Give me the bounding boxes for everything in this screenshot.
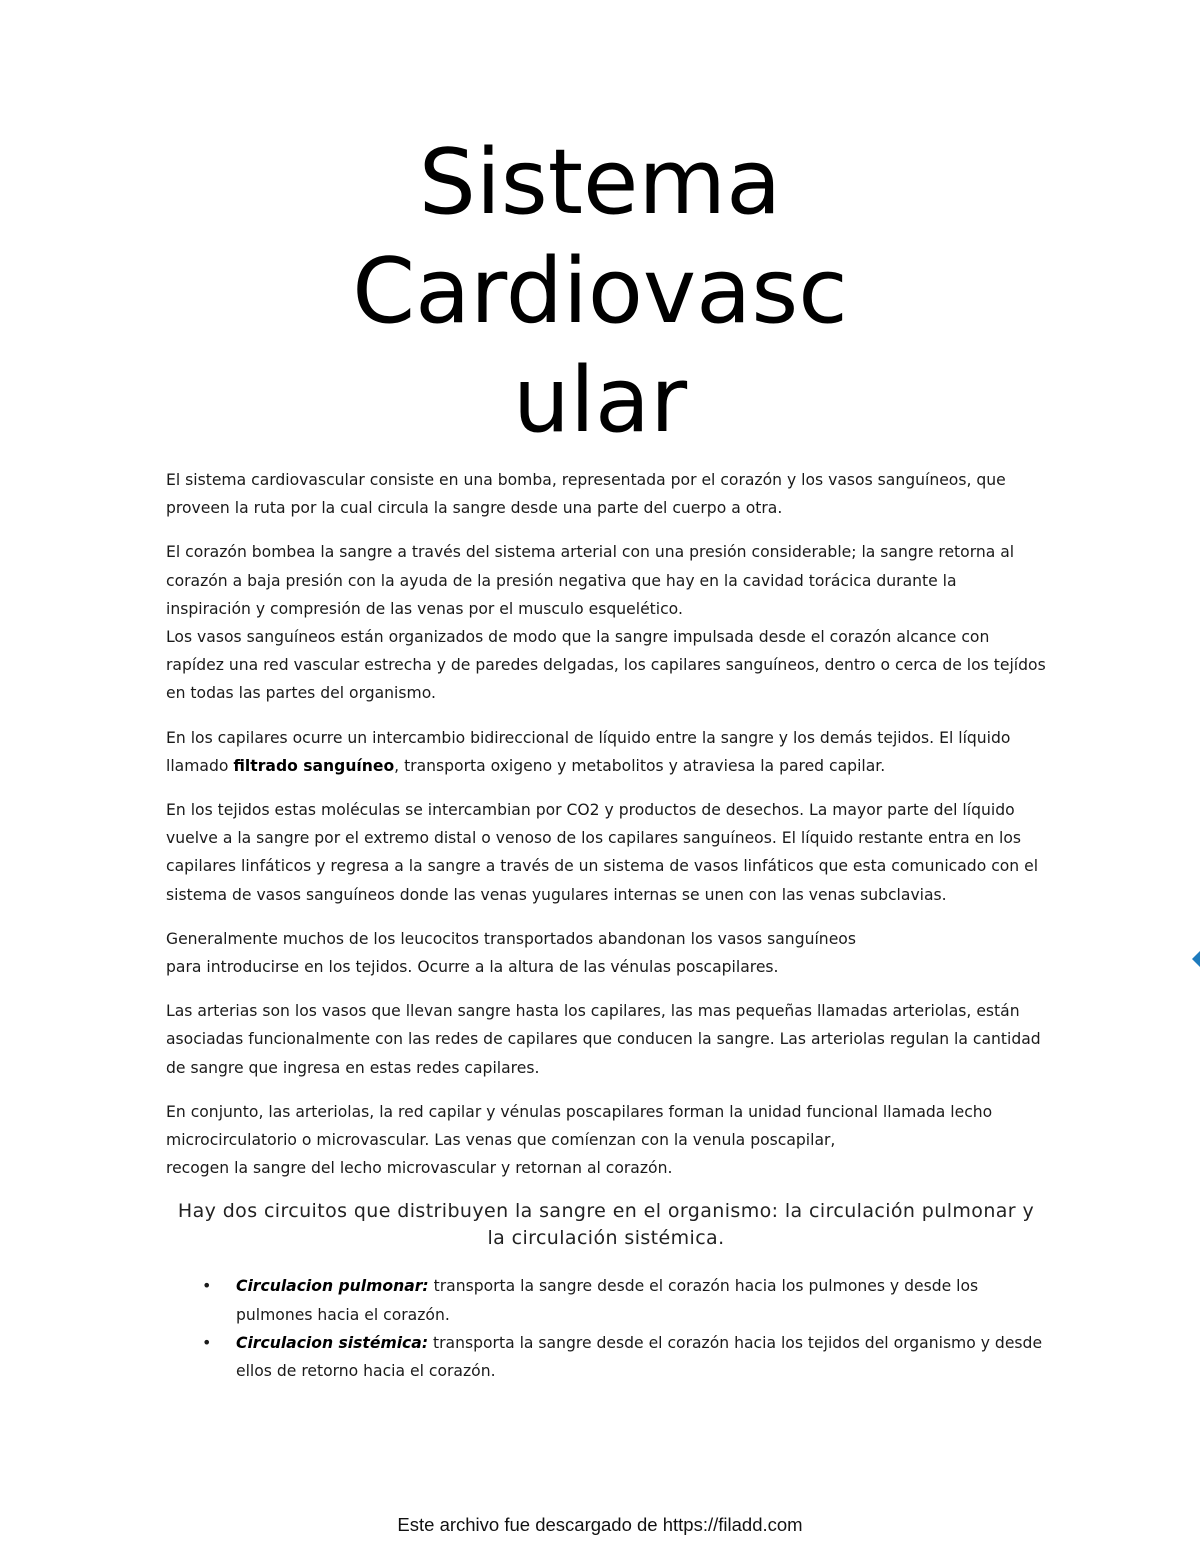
- document-body: [166, 466, 1046, 1385]
- bullet-symbol: •: [202, 1332, 212, 1352]
- paragraph-leukocytes: [166, 925, 1046, 981]
- bullet-term: Circulacion sistémica:: [236, 1333, 429, 1352]
- paragraph-capillaries: [166, 724, 1046, 780]
- title-line-3: ular: [512, 348, 688, 453]
- paragraph-microcirculation: [166, 1098, 1046, 1183]
- bullet-text: transporta la sangre desde el corazón hacia los tejidos del organismo y desde ellos de retorno hacia el corazón.: [236, 1333, 1043, 1381]
- paragraph-leukocytes-b: para introducirse en los tejidos. Ocurre a la altura de las vénulas poscapilares.: [166, 958, 779, 977]
- paragraph-capillaries-b: , transporta oxigeno y metabolitos y atraviesa la pared capilar.: [394, 756, 886, 775]
- paragraph-vessels: Los vasos sanguíneos están organizados de modo que la sangre impulsada desde el corazón alcance con rapídez una red vascular estrecha y de paredes delgadas, los capilares sanguíneos, dentro o cerca de los tejídos en todas las partes del organismo.: [166, 628, 1046, 703]
- bullet-symbol: •: [202, 1276, 212, 1296]
- document-title: [200, 128, 1000, 455]
- paragraph-leukocytes-a: Generalmente muchos de los leucocitos transportados abandonan los vasos sanguíneos: [166, 929, 856, 948]
- paragraph-heart-pump: El corazón bombea la sangre a través del sistema arterial con una presión considerable; la sangre retorna al corazón a baja presión con la ayuda de la presión negativa que hay en la cavidad torácica durante la inspiración y compresión de las venas por el musculo esquelético.: [166, 543, 1015, 618]
- title-line-1: Sistema: [418, 130, 782, 235]
- paragraph-tissues: En los tejidos estas moléculas se intercambian por CO2 y productos de desechos. La mayor parte del líquido vuelve a la sangre por el extremo distal o venoso de los capilares sanguíneos. El líquido restante entra en los capilares linfáticos y regresa a la sangre a través de un sistema de vasos linfáticos que esta comunicado con el sistema de vasos sanguíneos donde las venas yugulares internas se unen con las venas subclavias.: [166, 801, 1039, 904]
- side-marker-icon[interactable]: [1192, 950, 1200, 968]
- list-item: [202, 1272, 1046, 1328]
- paragraph-intro: El sistema cardiovascular consiste en una bomba, representada por el corazón y los vasos sanguíneos, que proveen la ruta por la cual circula la sangre desde una parte del cuerpo a otra.: [166, 471, 1006, 518]
- bullet-text: transporta la sangre desde el corazón hacia los pulmones y desde los pulmones hacia el corazón.: [236, 1277, 979, 1324]
- circuits-subheading: Hay dos circuitos que distribuyen la sangre en el organismo: la circulación pulmonar y la circulación sistémica.: [177, 1200, 1035, 1250]
- filtrado-sanguineo-term: filtrado sanguíneo: [233, 756, 395, 775]
- paragraph-microcirculation-a: En conjunto, las arteriolas, la red capilar y vénulas poscapilares forman la unidad funcional llamada lecho microcirculatorio o microvascular. Las venas que comíenzan con la venula poscapilar,: [166, 1102, 993, 1150]
- title-line-2: Cardiovasc: [352, 239, 848, 344]
- bullet-term: Circulacion pulmonar:: [236, 1277, 429, 1296]
- download-footer: Este archivo fue descargado de https://filadd.com: [397, 1514, 803, 1535]
- paragraph-capillaries-a: En los capilares ocurre un intercambio bidireccional de líquido entre la sangre y los demás tejidos. El líquido llamado: [166, 728, 1011, 775]
- paragraph-microcirculation-b: recogen la sangre del lecho microvascular y retornan al corazón.: [166, 1159, 673, 1178]
- paragraph-arteries: Las arterias son los vasos que llevan sangre hasta los capilares, las mas pequeñas llamadas arteriolas, están asociadas funcionalmente con las redes de capilares que conducen la sangre. Las arteriolas regulan la cantidad de sangre que ingresa en estas redes capilares.: [166, 1002, 1041, 1077]
- list-item: [202, 1329, 1046, 1385]
- circuits-list: [202, 1272, 1046, 1385]
